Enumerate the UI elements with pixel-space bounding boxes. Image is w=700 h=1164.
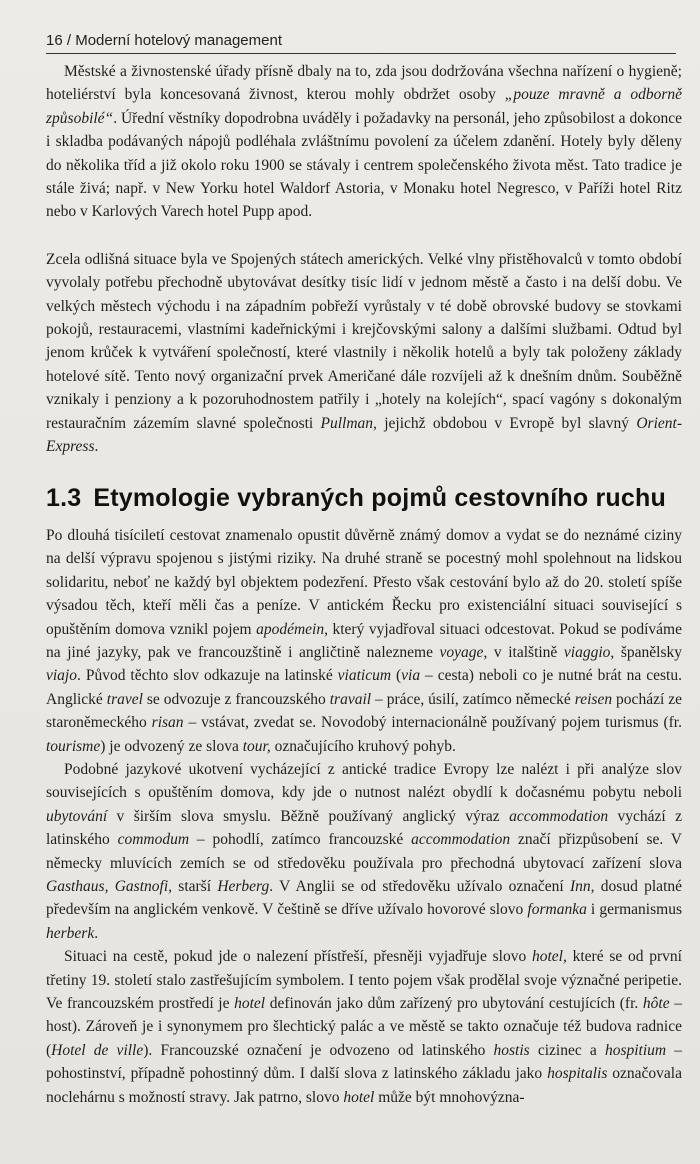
italic-term: herberk	[46, 924, 95, 942]
italic-term: reisen	[574, 690, 613, 708]
text-run: Městské a živnostenské úřady přísně dbaly na to, zda jsou dodržována všechna nařízení o hygieně; hoteliérství byla koncesovaná živnost, kterou mohly obdržet osoby	[46, 63, 682, 104]
italic-term: viaggio	[563, 643, 611, 661]
italic-term: travel	[106, 690, 143, 708]
text-run: – host). Zároveň je i synonymem pro šlechtický palác a ve městě se takto označuje též budova radnice (	[46, 995, 682, 1059]
text-run: .	[94, 924, 99, 942]
italic-term: travail	[329, 690, 372, 708]
italic-term: Herberg	[217, 878, 270, 895]
text-run: Situaci na cestě, pokud jde o nalezení přístřeší, přesněji vyjadřuje slovo	[64, 948, 532, 966]
page-body	[46, 60, 682, 1109]
italic-term: „pouze mravně a odborně způsobilé“	[46, 86, 682, 127]
italic-term: Gasthaus, Gastnofi,	[46, 878, 172, 895]
italic-term: voyage	[439, 643, 484, 661]
text-run: v širším slova smyslu. Běžně používaný anglický výraz	[107, 807, 510, 825]
italic-term: ubytování	[46, 807, 108, 825]
text-run: . Úřední věstníky dopodrobna uváděly i požadavky na personál, jeho způsobilost a dokonce i skladba podávaných nápojů podléhala zvláštnímu povolení za účelem zdanění. Hotely byly děleny do několika tříd a již okolo roku 1900 se stávaly i centrem společenského života měst. Tato tradice je stále živá; např. v New Yorku hotel Waldorf Astoria, v Monaku hotel Negresco, v Paříži hotel Ritz nebo v Karlových Varech hotel Pupp apod.	[46, 109, 682, 221]
header-separator: /	[66, 32, 72, 49]
text-run: které se od první třetiny 19. století stalo zastřešujícím symbolem. I tento pojem však prodělal svoje význačné peripetie. Ve francouzském prostředí je	[46, 948, 682, 1013]
text-run: Zcela odlišná situace byla ve Spojených státech amerických. Velké vlny přistěhovalců v tomto období vyvolaly potřebu přechodně ubytovávat desítky tisíc lidí v jednom městě a často i na delší dobu. Ve velkých městech východu i na západním pobřeží vyrůstaly v té době obrovské budovy se stovkami pokojů, restauracemi, vlastními kadeřnickými i krejčovskými salony a dalšími službami. Odtud byl jenom krůček k vytváření společností, které vlastnily i několik hotelů a byly tak položeny základy hotelové sítě. Tento nový organizační prvek Američané dále rozvíjeli až k dnešním dnům. Souběžně vznikaly i penziony a k pozoruhodnostem patřily i „hotely na kolejích“, spací vagóny s dokonalým restauračním zázemím slavné společnosti	[46, 250, 682, 432]
italic-term: hôte	[642, 995, 670, 1013]
text-run: dosud platné především na anglickém venkově. V češtině se dříve užívalo hovorové slovo	[46, 878, 682, 919]
italic-term: tourisme	[46, 737, 101, 755]
italic-term: accommodation	[509, 807, 609, 825]
text-run: .	[94, 438, 99, 456]
italic-term: Pullman,	[320, 414, 377, 432]
italic-term: hotel	[343, 1088, 375, 1106]
italic-term: Inn,	[569, 878, 595, 895]
italic-term: tour,	[242, 737, 271, 755]
text-run: (	[391, 667, 402, 685]
section-title: Etymologie vybraných pojmů cestovního ruchu	[93, 483, 666, 512]
text-run: ). Francouzské označení je odvozeno od latinského	[143, 1041, 494, 1059]
text-run: , v italštině	[483, 643, 564, 661]
text-run: , který vyjadřoval situaci odcestovat. Pokud se podíváme na jiné jazyky, pak ve francouzštině i angličtině nalezneme	[46, 620, 682, 661]
text-run: jejichž obdobou v Evropě byl slavný	[376, 414, 637, 432]
italic-term: apodémein	[256, 620, 325, 638]
italic-term: accommodation	[411, 831, 511, 849]
section-number: 1.3	[46, 483, 82, 512]
text-run: Po dlouhá tisíciletí cestovat znamenalo opustit důvěrně známý domov a vydat se do neznámé ciziny na delší výpravu spojenou s jistými riziky. Na druhé straně se pocestný mohl spolehnout na lidskou solidaritu, neboť ne každý byl objektem podezření. Přesto však cestování bylo až do 20. století spíše výsadou těch, kteří měli čas a peníze. V antickém Řecku pro existenciální situaci související s opuštěním domova vznikl pojem	[46, 526, 682, 638]
italic-term: hotel	[234, 995, 266, 1013]
italic-term: viajo	[46, 667, 77, 685]
text-run: pochází ze staroněmeckého	[46, 690, 682, 732]
text-run: – pohodlí, zatímco francouzské	[189, 831, 412, 849]
italic-term: formanka	[527, 901, 587, 919]
text-run: i germanismus	[586, 901, 682, 919]
text-run: ) je odvozený ze slova	[100, 737, 243, 755]
running-header	[46, 32, 676, 54]
italic-term: hospitalis	[547, 1065, 608, 1083]
paragraph	[46, 524, 682, 758]
page-number: 16	[46, 32, 63, 49]
italic-term: hostis	[493, 1041, 530, 1059]
text-run: – práce, úsilí, zatímco německé	[371, 690, 575, 708]
text-run: , španělsky	[610, 643, 682, 661]
text-run: – vstávat, zvedat se. Novodobý internacionálně používaný pojem turismus (fr.	[183, 714, 682, 732]
text-run: značí přizpůsobení se. V německy mluvících zemích se od středověku používala pro přechodná ubytovací zařízení slova	[46, 831, 682, 872]
text-run: . Původ těchto slov odkazuje na latinské	[77, 667, 338, 685]
text-run: . V Anglii se od středověku užívalo označení	[269, 878, 570, 895]
text-run: může být mnohovýzna-	[374, 1088, 525, 1106]
text-run: starší	[172, 878, 218, 895]
italic-term: Hotel de ville	[51, 1041, 144, 1059]
book-title: Moderní hotelový management	[75, 32, 282, 49]
text-run: cizinec a	[529, 1041, 605, 1059]
paragraph	[46, 248, 682, 459]
italic-term: commodum	[117, 831, 190, 849]
italic-term: hotel,	[531, 948, 567, 966]
text-run: se odvozuje z francouzského	[142, 690, 330, 708]
text-run: vychází z latinského	[46, 807, 682, 849]
paragraph	[46, 758, 682, 945]
text-run: definován jako dům zařízený pro ubytování cestujících (fr.	[265, 995, 643, 1013]
italic-term: risan	[151, 714, 184, 732]
text-run: označovala noclehárnu s možností stravy. Jak patrno, slovo	[46, 1065, 682, 1106]
italic-term: viaticum	[337, 667, 392, 685]
text-run: – pohostinství, případně pohostinný dům. I další slova z latinského základu jako	[46, 1041, 683, 1083]
italic-term: via	[401, 667, 421, 685]
section-heading	[46, 483, 682, 512]
italic-term: Orient-Express	[46, 414, 682, 456]
paragraph	[46, 60, 682, 224]
text-run: – cesta) neboli co je nutné brát na cestu. Anglické	[46, 667, 682, 708]
text-run: Podobné jazykové ukotvení vycházející z antické tradice Evropy lze nalézt i při analýze slov souvisejících s opuštěním domova, kdy jde o nutnost nalézt obydlí k dočasnému pobytu neboli	[46, 760, 682, 802]
paragraph	[46, 945, 682, 1109]
italic-term: hospitium	[604, 1041, 667, 1059]
text-run: označujícího kruhový pohyb.	[270, 737, 456, 755]
